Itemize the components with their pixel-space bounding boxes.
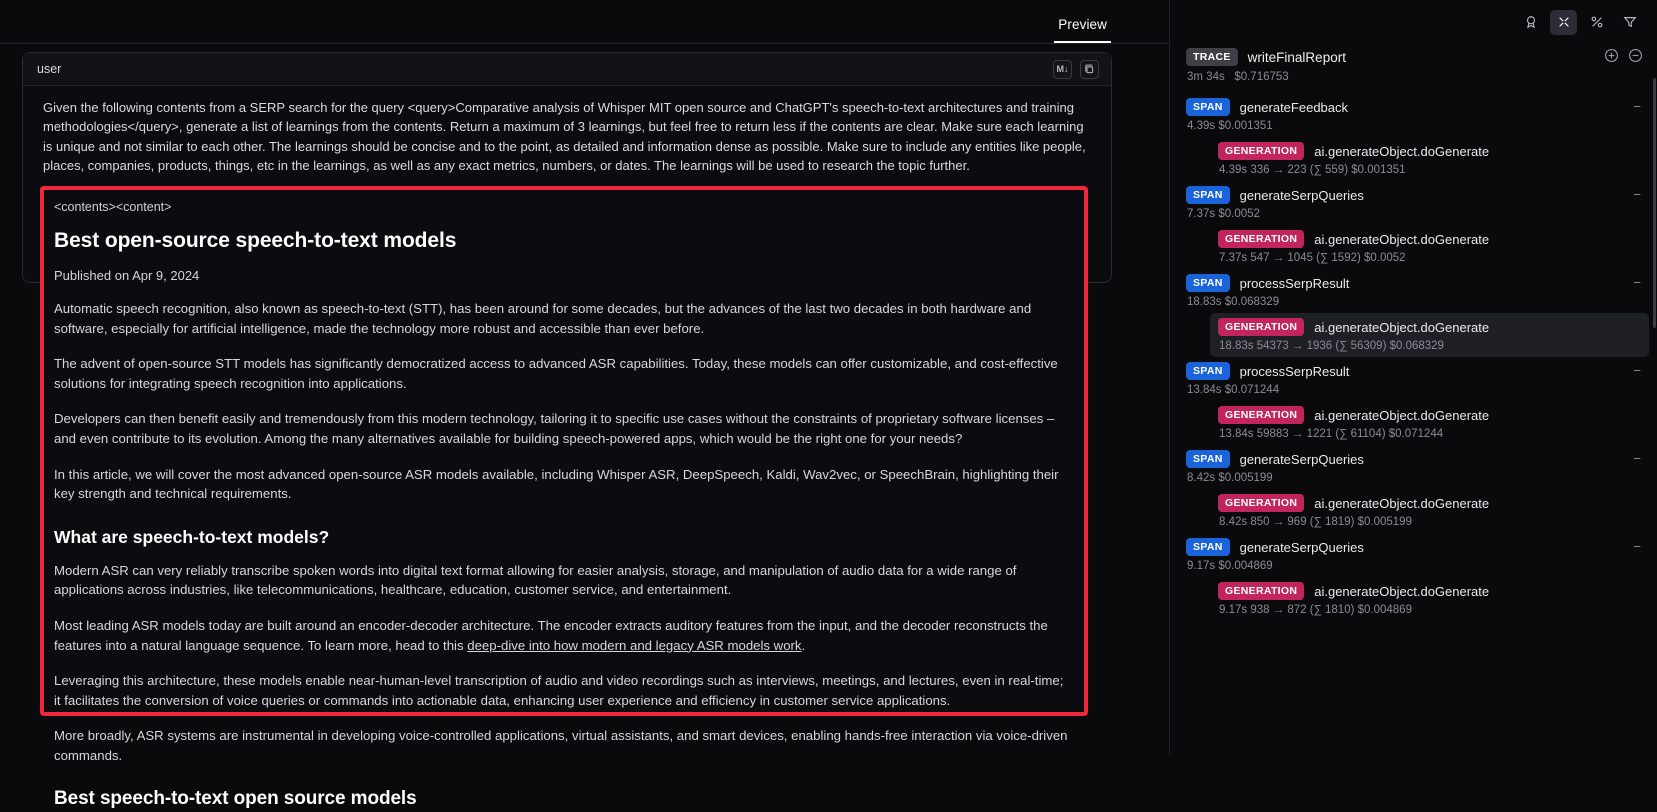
node-label: ai.generateObject.doGenerate [1314,407,1490,423]
trace-meta [1186,71,1641,83]
generation-badge: GENERATION [1218,318,1304,336]
article-paragraph: Leveraging this architecture, these models enable near-human-level transcription of audio and video recordings such as interviews, meetings, and lectures, even in real-time; it facilitates the conversion of voice queries or commands into actionable data, enhancing user experience and efficiency in customer service applications. [54,673,1064,708]
generation-badge: GENERATION [1218,406,1304,424]
span-badge: SPAN [1186,186,1230,204]
node-meta: 18.83s 54373 → 1936 (∑ 56309) $0.068329 [1219,340,1444,352]
node-meta: 4.39s $0.001351 [1187,120,1273,132]
span-badge: SPAN [1186,274,1230,292]
article-section-heading: What are speech-to-text models? [54,526,330,547]
article-paragraph-with-link [54,616,1072,655]
node-label: processSerpResult [1239,275,1350,291]
collapse-all-icon[interactable] [1550,10,1577,35]
trace-span-node[interactable] [1170,357,1657,401]
node-label: ai.generateObject.doGenerate [1314,143,1490,159]
trace-tree[interactable] [1170,83,1657,733]
article-paragraph: Developers can then benefit easily and tremendously from this modern technology, tailoring it to specific use cases without the constraints of proprietary software licenses – and even contribute to its evolution. Among the many alternatives available for building speech-powered apps, which would be the right one for your needs? [54,411,1055,446]
asr-deep-dive-link[interactable]: deep-dive into how modern and legacy ASR models work [467,637,802,653]
collapse-toggle-icon[interactable]: − [1633,187,1641,202]
trace-generation-node[interactable] [1170,225,1657,269]
node-meta: 7.37s $0.0052 [1187,208,1260,220]
node-label: generateSerpQueries [1239,539,1364,555]
trace-generation-node[interactable] [1210,313,1649,357]
trace-span-node[interactable] [1170,93,1657,137]
trace-badge: TRACE [1186,48,1238,66]
markdown-toggle-icon[interactable] [1053,60,1072,79]
node-title-row [1218,406,1641,424]
node-label: ai.generateObject.doGenerate [1314,495,1490,511]
span-badge: SPAN [1186,538,1230,556]
trace-scrollbar[interactable] [1653,78,1656,328]
article-published: Published on Apr 9, 2024 [54,268,200,283]
span-badge: SPAN [1186,362,1230,380]
trace-title-row [1186,48,1641,66]
node-label: generateSerpQueries [1239,451,1364,467]
generation-badge: GENERATION [1218,230,1304,248]
trace-span-node[interactable] [1170,533,1657,577]
node-label: ai.generateObject.doGenerate [1314,319,1490,335]
trace-zoom-controls [1604,48,1643,68]
node-meta: 18.83s $0.068329 [1187,296,1280,308]
node-label: ai.generateObject.doGenerate [1314,583,1490,599]
node-meta: 8.42s 850 → 969 (∑ 1819) $0.005199 [1219,516,1412,528]
node-title-row [1218,582,1641,600]
generation-badge: GENERATION [1218,142,1304,160]
trace-cost: $0.716753 [1234,71,1289,83]
node-title-row [1186,186,1641,204]
node-title-row [1218,494,1641,512]
span-badge: SPAN [1186,450,1230,468]
trace-generation-node[interactable] [1170,137,1657,181]
node-title-row [1186,362,1641,380]
zoom-out-icon[interactable] [1628,48,1643,68]
collapse-toggle-icon[interactable]: − [1633,451,1641,466]
node-title-row [1186,274,1641,292]
article-paragraph: More broadly, ASR systems are instrumental in developing voice-controlled applications, virtual assistants, and smart devices, enabling hands-free interaction via voice-driven commands. [54,728,1068,763]
node-title-row [1218,230,1641,248]
trace-pane [1170,0,1657,755]
trace-generation-node[interactable] [1170,489,1657,533]
markdown-glyph: M↓ [1056,64,1069,74]
paragraph-text: Most leading ASR models today are built around an encoder-decoder architecture. The encoder extracts auditory features from the input, and the decoder reconstructs the features into a natural language sequence. To learn more, head to this [54,617,1048,653]
node-meta: 13.84s $0.071244 [1187,384,1280,396]
collapse-toggle-icon[interactable]: − [1633,363,1641,378]
contents-open-tag: <contents><content> [54,200,172,214]
node-label: ai.generateObject.doGenerate [1314,231,1490,247]
generation-badge: GENERATION [1218,494,1304,512]
trace-span-node[interactable] [1170,181,1657,225]
serp-contents [54,200,1072,812]
article-body [54,228,1072,812]
node-meta: 13.84s 59883 → 1221 (∑ 61104) $0.071244 [1219,428,1444,440]
span-badge: SPAN [1186,98,1230,116]
generation-badge: GENERATION [1218,582,1304,600]
paragraph-tail: . [801,637,806,653]
message-header [23,53,1111,86]
preview-tabbar [0,0,1169,44]
node-meta: 9.17s $0.004869 [1187,560,1273,572]
collapse-toggle-icon[interactable]: − [1633,99,1641,114]
collapse-toggle-icon[interactable]: − [1633,275,1641,290]
node-meta: 7.37s 547 → 1045 (∑ 1592) $0.0052 [1219,252,1406,264]
trace-header [1170,44,1657,83]
trace-span-node[interactable] [1170,269,1657,313]
article-paragraph: Automatic speech recognition, also known as speech-to-text (STT), has been around for some decades, but the advances of the last two decades in both hardware and software, especially for artificial intelligence, made the technology more robust and accessible than ever before. [54,301,1032,336]
node-title-row [1186,450,1641,468]
node-label: processSerpResult [1239,363,1350,379]
article-paragraph: Modern ASR can very reliably transcribe spoken words into digital text format allowing for easier analysis, storage, and manipulation of audio data for a wide range of applications across industries, like telecommunications, healthcare, education, customer service, and entertainment. [54,562,1017,598]
node-title-row [1218,318,1633,336]
article-section-heading-2: Best speech-to-text open source models [54,787,417,809]
zoom-in-icon[interactable] [1604,48,1619,68]
trace-duration: 3m 34s [1187,71,1225,83]
article-paragraph: In this article, we will cover the most advanced open-source ASR models available, including Whisper ASR, DeepSpeech, Kaldi, Wav2vec, or SpeechBrain, highlighting their key strength and technical requirements. [54,466,1059,502]
node-title-row [1218,142,1641,160]
award-icon[interactable] [1517,10,1544,35]
node-label: generateFeedback [1239,99,1349,115]
node-meta: 9.17s 938 → 872 (∑ 1810) $0.004869 [1219,604,1412,616]
message-text: Given the following contents from a SERP search for the query <query>Comparative analysis of Whisper MIT open source and ChatGPT's speech-to-text architectures and training methodologies</query>, generate a list of learnings from the contents. Return a maximum of 3 learnings, but feel free to return less if the contents are clear. Make sure each learning is unique and not similar to each other. The learnings should be concise and to the point, as detailed and information dense as possible. Make sure to include any entities like people, places, companies, products, things, etc in the learnings, as well as any exact metrics, numbers, or dates. The learnings will be used to research the topic further. [43,100,1086,174]
node-title-row [1186,98,1641,116]
article-title: Best open-source speech-to-text models [54,229,457,252]
copy-icon[interactable] [1080,60,1099,79]
percent-icon[interactable] [1583,10,1610,35]
tab-preview[interactable]: Preview [1054,17,1111,43]
trace-generation-node[interactable] [1170,401,1657,445]
node-meta: 4.39s 336 → 223 (∑ 559) $0.001351 [1219,164,1406,176]
node-title-row [1186,538,1641,556]
message-role-label: user [37,62,62,76]
trace-generation-node[interactable] [1170,577,1657,621]
trace-name[interactable]: writeFinalReport [1247,49,1346,65]
serp-contents-highlight [40,186,1088,809]
trace-toolbar [1170,0,1657,44]
collapse-toggle-icon[interactable]: − [1633,539,1641,554]
trace-span-node[interactable] [1170,445,1657,489]
node-meta: 8.42s $0.005199 [1187,472,1273,484]
article-paragraph: The advent of open-source STT models has significantly democratized access to advanced ASR capabilities. Today, these models can offer customizable, and cost-effective solutions for integrating speech recognition into applications. [54,356,1058,391]
filter-icon[interactable] [1616,10,1643,35]
node-label: generateSerpQueries [1239,187,1364,203]
message-body [23,86,1111,182]
